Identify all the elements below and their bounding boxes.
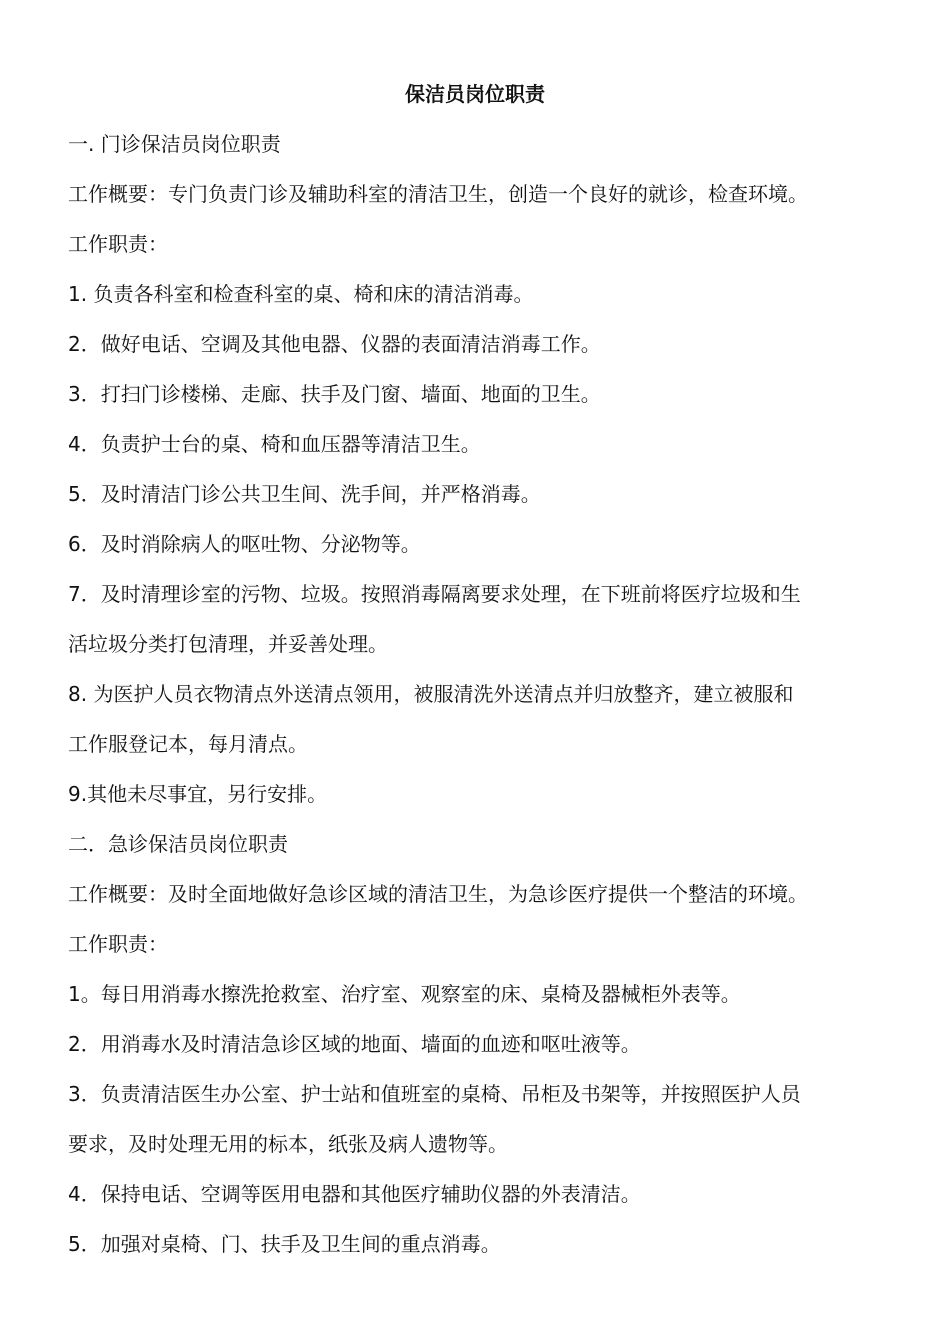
list-item: 4．负责护士台的桌、椅和血压器等清洁卫生。 — [68, 432, 481, 456]
list-item-continued: 活垃圾分类打包清理，并妥善处理。 — [68, 632, 388, 656]
list-item: 5．及时清洁门诊公共卫生间、洗手间，并严格消毒。 — [68, 482, 541, 506]
section-overview-emergency: 工作概要：及时全面地做好急诊区域的清洁卫生，为急诊医疗提供一个整洁的环境。 — [68, 882, 808, 906]
list-item: 1。每日用消毒水擦洗抢救室、治疗室、观察室的床、桌椅及器械柜外表等。 — [68, 982, 741, 1006]
document-title: 保洁员岗位职责 — [405, 82, 545, 106]
list-item: 3．打扫门诊楼梯、走廊、扶手及门窗、墙面、地面的卫生。 — [68, 382, 601, 406]
list-item: 1. 负责各科室和检查科室的桌、椅和床的清洁消毒。 — [68, 282, 534, 306]
list-item: 4．保持电话、空调等医用电器和其他医疗辅助仪器的外表清洁。 — [68, 1182, 641, 1206]
list-item-continued: 工作服登记本，每月清点。 — [68, 732, 308, 756]
list-item: 7．及时清理诊室的污物、垃圾。按照消毒隔离要求处理，在下班前将医疗垃圾和生 — [68, 582, 801, 606]
list-item: 2．做好电话、空调及其他电器、仪器的表面清洁消毒工作。 — [68, 332, 601, 356]
list-item: 5．加强对桌椅、门、扶手及卫生间的重点消毒。 — [68, 1232, 501, 1256]
list-item: 6．及时消除病人的呕吐物、分泌物等。 — [68, 532, 421, 556]
section-heading-emergency: 二．急诊保洁员岗位职责 — [68, 832, 288, 856]
list-item: 9.其他未尽事宜，另行安排。 — [68, 782, 328, 806]
duties-label-outpatient: 工作职责： — [68, 232, 168, 256]
section-overview-outpatient: 工作概要：专门负责门诊及辅助科室的清洁卫生，创造一个良好的就诊，检查环境。 — [68, 182, 808, 206]
list-item: 8. 为医护人员衣物清点外送清点领用，被服清洗外送清点并归放整齐，建立被服和 — [68, 682, 794, 706]
section-heading-outpatient: 一. 门诊保洁员岗位职责 — [68, 132, 281, 156]
list-item-continued: 要求，及时处理无用的标本，纸张及病人遗物等。 — [68, 1132, 508, 1156]
list-item: 3．负责清洁医生办公室、护士站和值班室的桌椅、吊柜及书架等，并按照医护人员 — [68, 1082, 801, 1106]
list-item: 2．用消毒水及时清洁急诊区域的地面、墙面的血迹和呕吐液等。 — [68, 1032, 641, 1056]
duties-label-emergency: 工作职责： — [68, 932, 168, 956]
